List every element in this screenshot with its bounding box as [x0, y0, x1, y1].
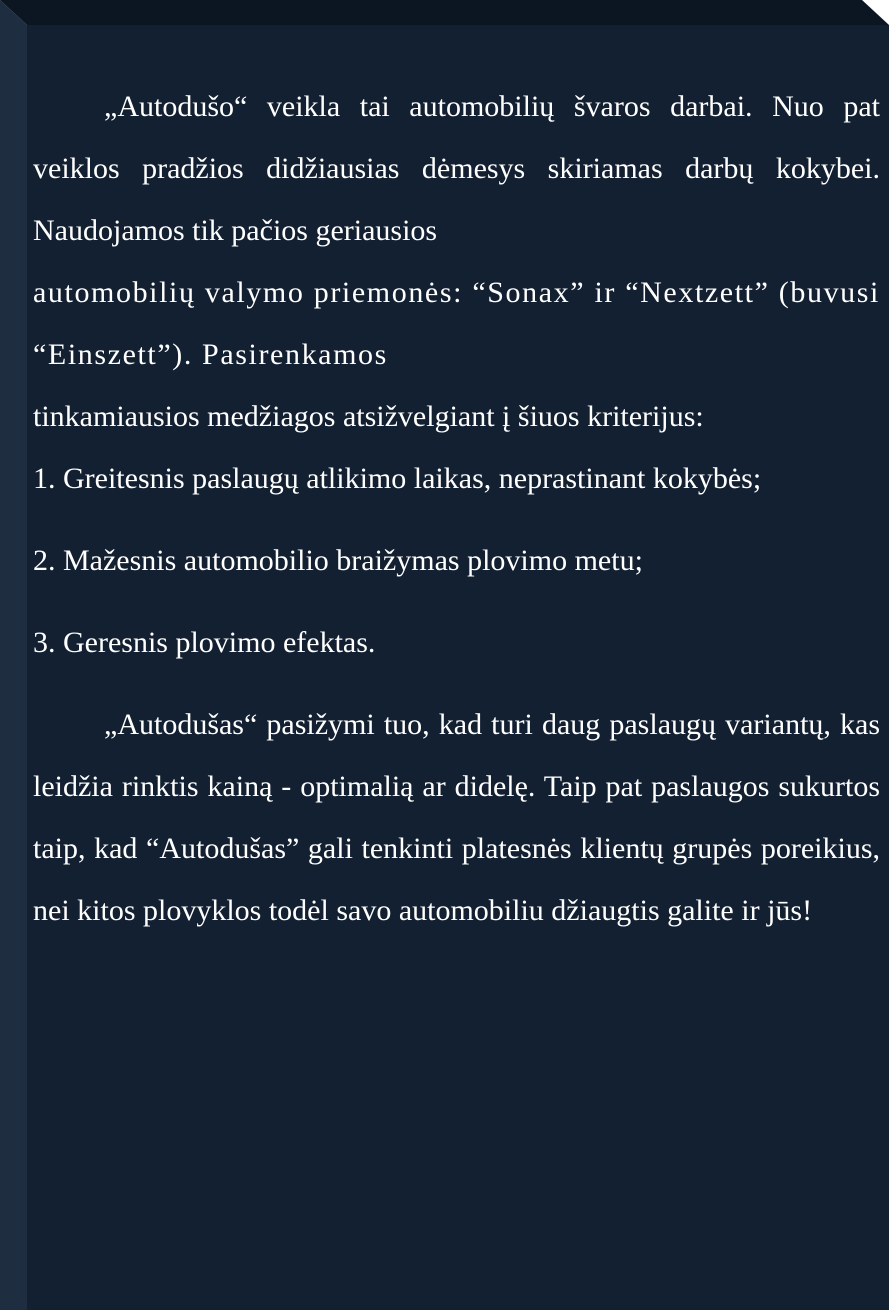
- closing-paragraph: „Autodušas“ pasižymi tuo, kad turi daug paslaugų variantų, kas leidžia rinktis kainą - optimalią ar didelę. Taip pat paslaugos sukurtos taip, kad “Autodušas” gali tenkinti platesnės klientų grupės poreikius, nei kitos plovyklos todėl savo automobiliu džiaugtis galite ir jūs!: [33, 708, 880, 927]
- intro-paragraph-part-2: automobilių valymo priemonės: “Sonax” ir “Nextzett” (buvusi “Einszett”). Pasirenkamos: [33, 276, 880, 371]
- intro-paragraph-part-3: tinkamiausios medžiagos atsižvelgiant į šiuos kriterijus:: [33, 400, 704, 433]
- intro-paragraph-part-1: „Autodušo“ veikla tai automobilių švaros darbai. Nuo pat veiklos pradžios didžiausias dėmesys skiriamas darbų kokybei. Naudojamos tik pačios geriausios: [33, 90, 880, 247]
- criteria-item-1: 1. Greitesnis paslaugų atlikimo laikas, neprastinant kokybės;: [33, 462, 762, 495]
- text-content: [33, 76, 880, 942]
- panel-side-face: [0, 0, 27, 1310]
- criteria-item-3: 3. Geresnis plovimo efektas.: [33, 626, 376, 659]
- panel-top-face: [0, 0, 889, 25]
- criteria-item-2: 2. Mažesnis automobilio braižymas plovimo metu;: [33, 544, 643, 577]
